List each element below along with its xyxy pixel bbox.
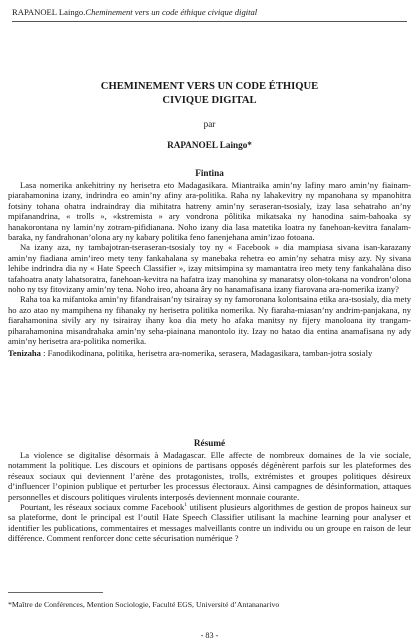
fintina-paragraph: Lasa nomerika ankehitriny ny herisetra eto Madagasikara. Miantraika amin’ny lafiny maro amin’ny fiainam-piarahamonina izany, indrindra eo amin’ny afiny ara-politika. Raha ny lahakevitry ny mpanohana sy mpanohitra fotsiny tohana ohatra indraindray dia mihitatra hatreny amin’ny seraseran-tsosialy, izay lasa sehatraho an’ny mpifanandrina, « trolls », «kstremista » ary vondrona pôlitika mikatsaka ny hanodina saim-bahoaka sy hanakorontana ny lamin’ny zotram-pifidianana. Noho izany dia lasa matetika loatra ny fanehoan-kevitra fanalam-baraka, ny fandrahonan’olona ary ny kabary politika feno fanenjehana amin’izao fotoana.: [8, 180, 411, 243]
resume-body: [8, 450, 411, 544]
resume-heading: Résumé: [193, 438, 226, 448]
footnote-marker: 1: [184, 502, 188, 509]
fintina-paragraph: Na izany aza, ny tambajotran-tseraseran-tsosialy toy ny « Facebook » dia mampiasa sivana isan-karazany amin’ny fiadiana amin’ireo mety teny fankahalana sy manebaka rehetra eo amin’ny sehatra misy azy. Ny sivana lehibe indrindra dia ny « Hate Speech Classifier », izay mitsimpina sy mamantatra ireo mety teny fankahalàna diso tafahoatra anaty lahatsoratra, fanehoan-kevitra na hafatra izay manohina sy manaratsy olon-tokana na vondron’olona noho ny tsy fitovizany amin’ny tena. Noho ireo, ahoana âry no hanamafisana izany fiarovana ara-nomerika izany?: [8, 242, 411, 295]
resume-paragraph: La violence se digitalise désormais à Madagascar. Elle affecte de nombreux domaines de la vie sociale, notamment la politique. Les discours et opinions de partisans opposés dégénèrent parfois sur les plateformes des réseaux sociaux qui deviennent l’arène des protagonistes, trolls, extrémistes et groupes politiques désireux d’influencer l’opinion publique et perturber les processus électoraux. Ainsi campagnes de désinformation, attaques personnelles et discours politiques virulents interposés deviennent monnaie courante.: [8, 450, 411, 502]
page-number: - 83 -: [200, 631, 219, 640]
resume-paragraph: [8, 502, 411, 544]
keywords-text: : Fanodikodinana, politika, herisetra ara-nomerika, serasera, Madagasikara, tamban-jotra sosialy: [40, 347, 373, 358]
article-title-line1: CHEMINEMENT VERS UN CODE ÉTHIQUE: [100, 81, 319, 92]
resume-p2-end: utilisent plusieurs algorithmes de gestion de propos haineux sur sa plateforme, dont le principal est l’outil Hate Speech Classifier utilisant la machine learning pour analyser et identifier les publications, commentaires et messages malveillants contre un individu ou un groupe en raison de leur différence. Comment renforcer donc cette sécurisation numérique ?: [8, 502, 411, 544]
article-title-line2: CIVIQUE DIGITAL: [162, 94, 257, 106]
keywords-line: [8, 348, 411, 358]
running-head-author: RAPANOEL Laingo.: [12, 7, 86, 17]
fintina-body: [8, 180, 411, 358]
header-rule: [12, 21, 407, 22]
keywords-label: Tenizaha: [8, 347, 41, 358]
author-footnote: *Maître de Conférences, Mention Sociologie, Faculté EGS, Université d’Antananarivo: [8, 600, 280, 609]
article-title: [20, 80, 399, 107]
fintina-paragraph: Raha toa ka mifantoka amin’ny fifandraisan’ny tsirairay sy ny famoronana kolontsaina etika ara-tsosialy, dia mety ho azo atao ny mampihena ny fihanaky ny herisetra politika nomerika. Ny fiaraha-miasan’ny andrim-panjakana, ny fiarahamonina sivily ary ny tsirairay ihany koa dia mety ho afaka manitsy ny fijery manoloana ity trangam-piharahamonina misandrahaka amin’ny seha-piainana manontolo ity. Izay no hatao dia entina anamafisana ny ady amin’ny herisetra ara-politika nomerika.: [8, 294, 411, 347]
resume-p2-start: Pourtant, les réseaux sociaux comme Facebook: [20, 502, 185, 513]
author-name: RAPANOEL Laingo*: [167, 140, 252, 150]
running-head: [12, 7, 409, 17]
running-head-title: Cheminement vers un code éthique civique digital: [85, 7, 258, 17]
footnote-rule: [8, 592, 103, 593]
fintina-heading: Fintina: [195, 168, 224, 178]
by-line: par: [203, 119, 216, 129]
